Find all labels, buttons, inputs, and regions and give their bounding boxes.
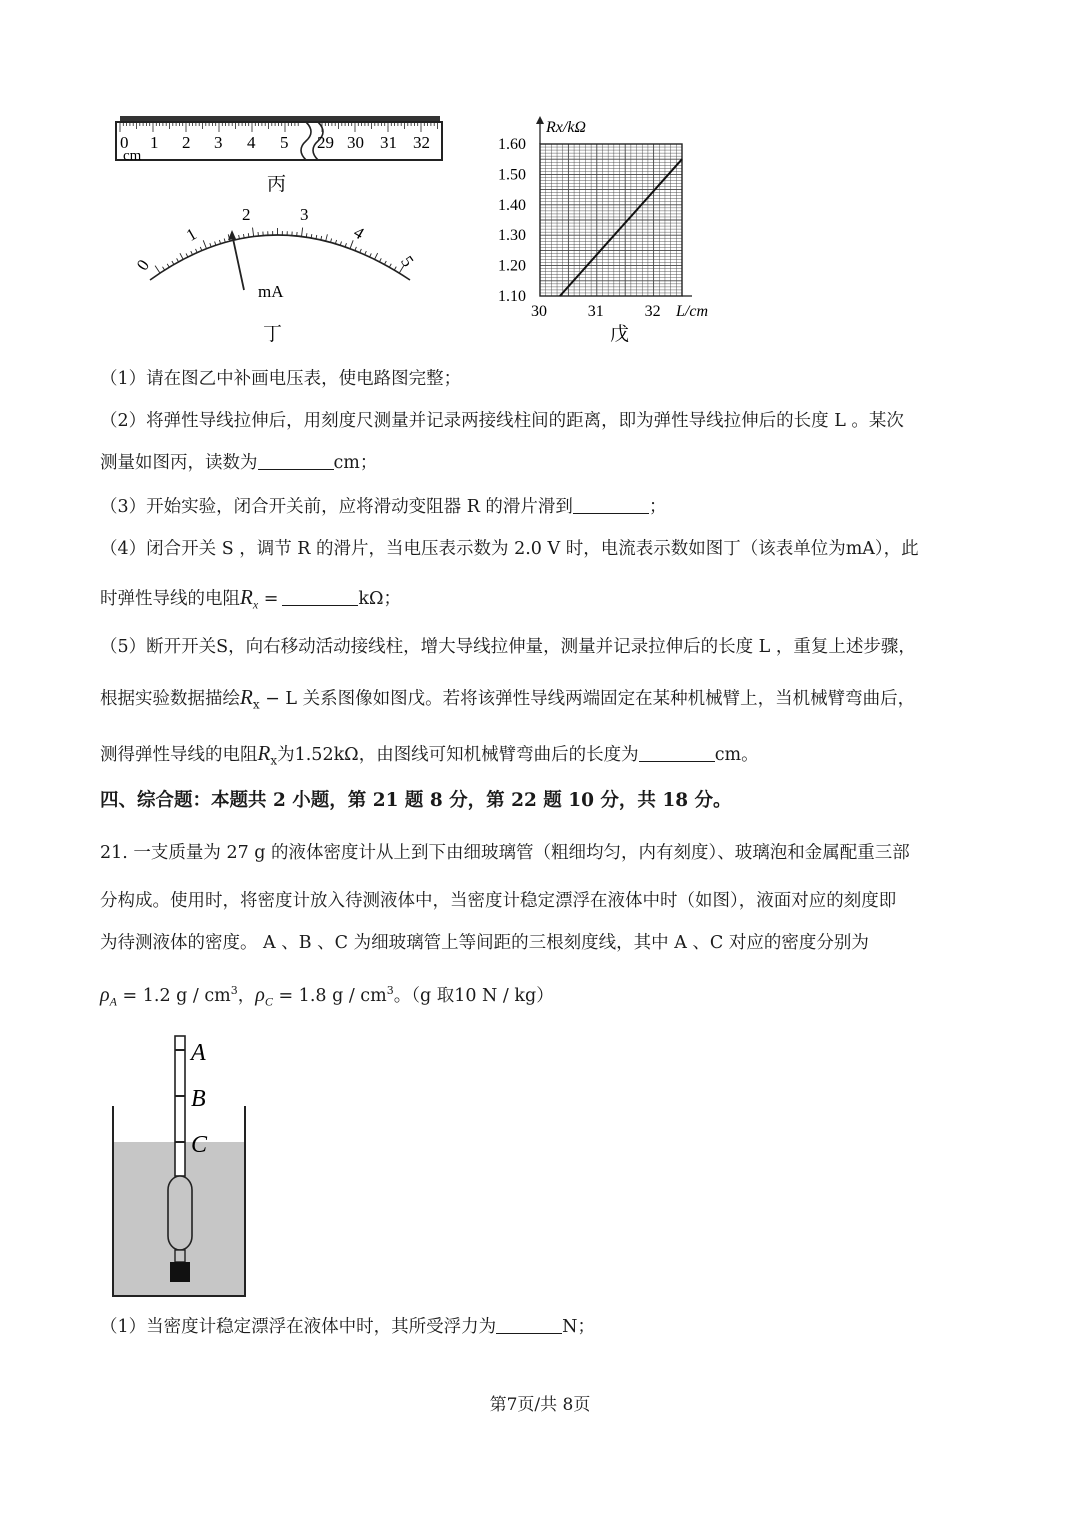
answer-blank-buoyancy[interactable] xyxy=(496,1313,562,1334)
label-b: B xyxy=(191,1086,206,1112)
meter-tick xyxy=(394,267,396,270)
ruler-num-1: 1 xyxy=(150,133,159,152)
meter-tick xyxy=(215,242,216,246)
rx-l-chart xyxy=(490,110,750,350)
meter-arc xyxy=(150,235,410,280)
question-5-unit: cm。 xyxy=(714,745,759,765)
chart-y-tick-label: 1.50 xyxy=(498,166,526,184)
meter-tick xyxy=(191,251,193,255)
question-2-line1: （2）将弹性导线拉伸后，用刻度尺测量并记录两接线柱间的距离，即为弹性导线拉伸后的长度 L 。某次 xyxy=(100,411,904,431)
chart-x-tick-label: 30 xyxy=(531,303,547,320)
question-2-unit: cm； xyxy=(333,453,378,473)
question-5-text-d: 为1.52kΩ，由图线可知机械臂弯曲后的长度为 xyxy=(277,745,639,765)
chart-y-tick-label: 1.60 xyxy=(498,136,526,153)
ruler-num-5: 5 xyxy=(280,133,289,152)
question-21-line2: 分构成。使用时，将密度计放入待测液体中，当密度计稳定漂浮在液体中时（如图），液面对应的刻度即 xyxy=(100,891,897,911)
meter-unit: mA xyxy=(258,282,284,301)
meter-tick xyxy=(389,264,391,267)
answer-blank-resistance[interactable] xyxy=(282,585,358,606)
meter-tick xyxy=(375,253,378,259)
page-footer: 第7页/共 8页 xyxy=(489,1395,591,1415)
ruler-break-left xyxy=(301,122,311,160)
rho-a-value: = 1.2 g / cm xyxy=(116,985,231,1006)
question-21-densities xyxy=(100,976,980,1016)
question-21-sub1-text: （1）当密度计稳定漂浮在液体中时，其所受浮力为 xyxy=(100,1317,497,1337)
question-21-sub1-unit: N； xyxy=(562,1317,595,1337)
chart-grid xyxy=(536,116,692,296)
ruler-num-3: 3 xyxy=(214,133,223,152)
ruler-unit: cm xyxy=(123,148,142,164)
rho-c-value: = 1.8 g / cm xyxy=(272,985,387,1006)
question-5-line3 xyxy=(100,738,980,776)
answer-blank-length[interactable] xyxy=(258,449,334,470)
ruler-num-4: 4 xyxy=(247,133,256,152)
chart-series-line xyxy=(560,159,682,296)
question-3 xyxy=(100,492,980,522)
answer-blank-arm-length[interactable] xyxy=(639,741,715,762)
figure-caption-wu: 戊 xyxy=(610,324,630,345)
chart-x-axis-label: L/cm xyxy=(676,303,708,320)
question-5-line1: （5）断开开关S，向右移动活动接线柱，增大导线拉伸量，测量并记录拉伸后的长度 L ，重复上述步骤， xyxy=(100,637,916,657)
chart-y-axis-label: Rx/kΩ xyxy=(546,119,586,136)
rx-symbol-2: R xyxy=(240,685,253,709)
meter-num-0: 0 xyxy=(132,256,154,274)
label-c: C xyxy=(191,1132,208,1158)
figure-caption-bing: 丙 xyxy=(267,174,287,195)
rho-c-subscript: C xyxy=(264,994,273,1009)
meter-num-2: 2 xyxy=(242,205,251,224)
meter-tick xyxy=(335,240,336,244)
meter-num-5: 5 xyxy=(397,252,418,271)
chart-y-tick-label: 1.30 xyxy=(498,227,526,245)
meter-needle-tip xyxy=(228,230,236,240)
meter-tick xyxy=(350,240,353,248)
ruler-figure xyxy=(110,110,450,200)
meter-tick xyxy=(360,249,362,253)
ruler-num-31: 31 xyxy=(380,133,397,152)
meter-tick xyxy=(177,258,179,262)
meter-tick xyxy=(155,266,160,274)
meter-tick xyxy=(196,249,198,253)
chart-y-tick-label: 1.10 xyxy=(498,288,526,305)
ruler-ticks xyxy=(120,122,438,132)
meter-tick xyxy=(224,239,225,243)
equals-sign: = xyxy=(258,589,279,609)
meter-tick xyxy=(326,234,328,241)
rx-symbol-3: R xyxy=(257,741,271,765)
meter-tick xyxy=(180,253,183,259)
question-2-text: 测量如图丙，读数为 xyxy=(100,453,258,473)
meter-tick xyxy=(384,261,386,265)
question-4-line2 xyxy=(100,582,980,620)
section-4-heading: 四、综合题：本题共 2 小题，第 21 题 8 分，第 22 题 10 分，共 18 分。 xyxy=(100,790,732,811)
meter-tick xyxy=(162,267,164,270)
answer-blank-slider-position[interactable] xyxy=(573,493,649,514)
meter-tick xyxy=(302,228,303,237)
meter-tick xyxy=(306,233,307,237)
chart-x-tick-label: 31 xyxy=(587,303,604,320)
rho-a-symbol: ρ xyxy=(100,983,110,1006)
g-note: 。（g 取10 N / kg） xyxy=(393,985,554,1006)
chart-x-tick-label: 32 xyxy=(644,303,661,320)
rx-subscript-2: x xyxy=(252,697,260,712)
question-21-line1: 21. 一支质量为 27 g 的液体密度计从上到下由细玻璃管（粗细均匀，内有刻度）、玻璃泡和金属配重三部 xyxy=(100,843,910,863)
rho-c-cube: 3 xyxy=(386,984,394,997)
meter-num-1: 1 xyxy=(183,224,200,245)
chart-y-tick-label: 1.20 xyxy=(498,257,526,275)
ruler-num-32: 32 xyxy=(413,133,430,152)
meter-tick xyxy=(248,233,249,237)
meter-tick xyxy=(370,253,372,257)
question-5-text-b: − L 关系图像如图戊。若将该弹性导线两端固定在某种机械臂上，当机械臂弯曲后， xyxy=(259,689,916,709)
meter-needle xyxy=(232,234,244,290)
question-21-sub1 xyxy=(100,1312,980,1342)
question-4-text: 时弹性导线的电阻 xyxy=(100,589,240,609)
rx-subscript-3: x xyxy=(270,753,278,768)
meter-tick xyxy=(167,264,169,267)
meter-tick xyxy=(365,251,367,255)
chart-series xyxy=(560,159,682,296)
meter-tick xyxy=(345,243,346,247)
question-5-text-c: 测得弹性导线的电阻 xyxy=(100,745,258,765)
question-4-line1: （4）闭合开关 S ，调节 R 的滑片，当电压表示数为 2.0 V 时，电流表示数如图丁（该表单位为mA），此 xyxy=(100,539,919,559)
question-3-text: （3）开始实验，闭合开关前，应将滑动变阻器 R 的滑片滑到 xyxy=(100,497,573,517)
question-5-line2 xyxy=(100,682,980,720)
meter-tick xyxy=(200,247,202,251)
question-3-end: ； xyxy=(648,497,667,517)
rho-a-subscript: A xyxy=(109,994,117,1009)
ruler-num-0: 0 xyxy=(120,133,129,152)
question-5-text-a: 根据实验数据描绘 xyxy=(100,689,240,709)
meter-tick xyxy=(253,228,254,237)
question-1: （1）请在图乙中补画电压表，使电路图完整； xyxy=(100,369,462,389)
glass-tube xyxy=(175,1036,185,1176)
chart-y-arrowhead xyxy=(536,116,544,124)
question-21-line3: 为待测液体的密度。 A 、B 、C 为细玻璃管上等间距的三根刻度线，其中 A 、C 对应的密度分别为 xyxy=(100,933,869,953)
rx-subscript: x xyxy=(252,597,259,612)
meter-tick xyxy=(203,240,206,248)
meter-tick xyxy=(172,261,174,264)
metal-weight xyxy=(170,1262,190,1282)
rho-a-cube: 3 xyxy=(230,984,238,997)
rho-c-symbol: ρ xyxy=(255,983,265,1006)
rho-separator: ， xyxy=(237,985,256,1006)
figure-caption-ding: 丁 xyxy=(263,324,283,345)
chart-x-ticks xyxy=(531,303,661,320)
meter-tick xyxy=(340,241,341,245)
milliammeter-figure xyxy=(130,200,430,350)
ruler-num-2: 2 xyxy=(182,133,191,152)
ruler-num-29: 29 xyxy=(317,133,334,152)
label-a: A xyxy=(191,1040,206,1066)
glass-bulb xyxy=(168,1176,192,1250)
bulb-neck xyxy=(175,1250,185,1262)
chart-y-ticks xyxy=(498,136,526,305)
meter-tick xyxy=(186,253,188,257)
meter-tick xyxy=(219,240,220,244)
question-2-line2 xyxy=(100,448,980,478)
meter-num-4: 4 xyxy=(350,222,368,244)
question-4-unit: kΩ； xyxy=(358,589,402,609)
meter-num-3: 3 xyxy=(300,205,309,224)
hydrometer-figure xyxy=(105,1028,265,1303)
ruler-num-30: 30 xyxy=(347,133,364,152)
meter-tick xyxy=(379,258,381,262)
rx-symbol: R xyxy=(240,585,253,609)
chart-y-tick-label: 1.40 xyxy=(498,196,526,214)
meter-tick xyxy=(210,243,211,247)
